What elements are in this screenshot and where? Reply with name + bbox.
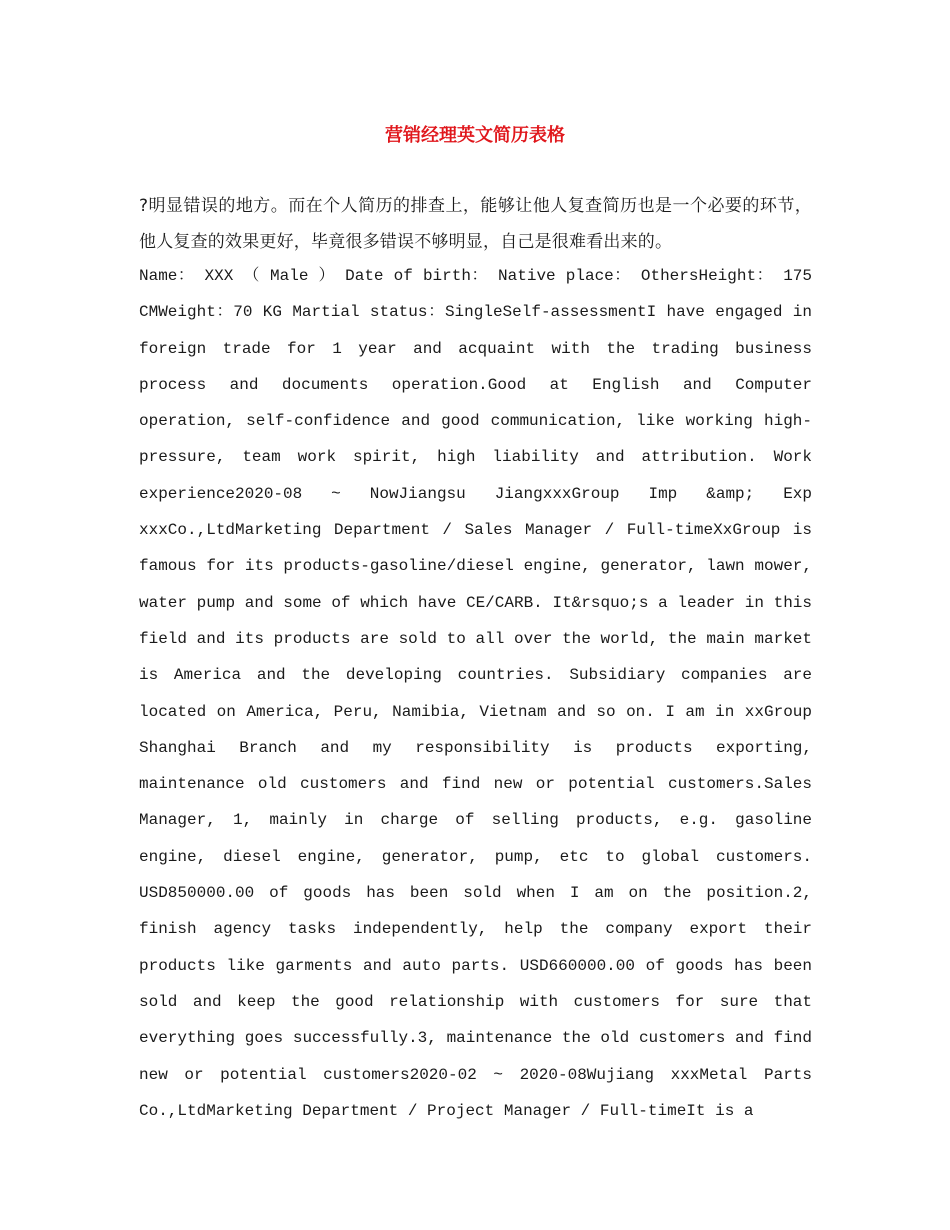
resume-body-paragraph: Name： XXX （ Male ） Date of birth： Native place： OthersHeight： 175 CMWeight：70 KG Martial status：SingleSelf-assessmentI have engaged in foreign trade for 1 year and acquaint with the trading business process and documents operation.Good at English and Computer operation, self-confidence and good communication, like working high-pressure, team work spirit, high liability and attribution. Work experience2020-08 ~ NowJiangsu JiangxxxGroup Imp &amp; Exp xxxCo.,LtdMarketing Department / Sales Manager / Full-timeXxGroup is famous for its products-gasoline/diesel engine, generator, lawn mower, water pump and some of which have CE/CARB. It&rsquo;s a leader in this field and its products are sold to all over the world, the main market is America and the developing countries. Subsidiary companies are located on America, Peru, Namibia, Vietnam and so on. I am in xxGroup Shanghai Branch and my responsibility is products exporting, maintenance old customers and find new or potential customers.Sales Manager, 1, mainly in charge of selling products, e.g. gasoline engine, diesel engine, generator, pump, etc to global customers. USD850000.00 of goods has been sold when I am on the position.2, finish agency tasks independently, help the company export their products like garments and auto parts. USD660000.00 of goods has been sold and keep the good relationship with customers for sure that everything goes successfully.3, maintenance the old customers and find new or potential customers2020-02 ~ 2020-08Wujiang xxxMetal Parts Co.,LtdMarketing Department / Project Manager / Full-timeIt is a [139, 267, 812, 1120]
intro-paragraph: ?明显错误的地方。而在个人简历的排查上，能够让他人复查简历也是一个必要的环节，他人复查的效果更好，毕竟很多错误不够明显，自己是很难看出来的。 [139, 196, 812, 253]
document-title: 营销经理英文简历表格 [385, 125, 565, 146]
